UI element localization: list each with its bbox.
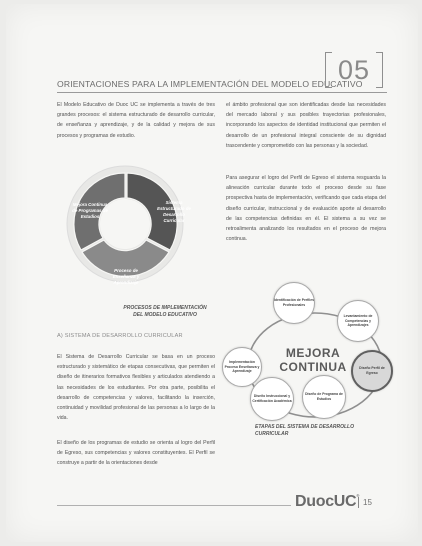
mejora-node-label: Diseño de Programa de Estudios — [305, 392, 343, 401]
mejora-node-label: Implementación Proceso Enseñanza y Aprendizaje — [224, 360, 260, 374]
duoc-uc-logo — [295, 493, 359, 511]
mejora-center-title-2: CONTINUA — [279, 360, 347, 374]
cycle-caption: PROCESOS DE IMPLEMENTACIÓN DEL MODELO EDUCATIVO — [123, 305, 207, 318]
paragraph-sistema: El Sistema de Desarrollo Curricular se basa en un proceso estructurado y sistemático de etapas consecutivas, que permiten el diseño de itinerarios formativos flexibles y articulados atendiendo a las necesidades de los estudiantes. Por otra parte, posibilita el desarrollo de competencias y valores, facilitando la inserción, continuidad y movilidad profesional de las personas a lo largo de la vida. — [57, 354, 215, 422]
mejora-node-label: Identificación de Perfiles Profesionales — [274, 298, 314, 307]
right-paragraph-1: el ámbito profesional que son identificadas desde las necesidades del mercado laboral y sus posibles trayectorias profesionales, incorporando los aspectos de identidad institucional que permiten el desarrollo de un profesional integral consciente de su dignidad trascendente y comprometido con las personas y la sociedad. — [226, 102, 386, 149]
mejora-node-implementacion — [222, 347, 262, 387]
footer-rule — [57, 505, 291, 506]
mejora-node-perfiles-profesionales — [273, 282, 315, 324]
subheading-desarrollo-curricular: A) SISTEMA DE DESARROLLO CURRICULAR — [57, 333, 183, 339]
cycle-label-mejora: Mejora Continua de Programas de Estudios — [72, 202, 108, 219]
mejora-node-label: Levantamiento de Competencias y Aprendizajes — [343, 314, 373, 328]
paragraph-diseno-programas: El diseño de los programas de estudio se orienta al logro del Perfil de Egreso, sus competencias y valores constituyentes. El Perfil se construye a partir de la orientaciones desde — [57, 440, 215, 467]
intro-paragraph: El Modelo Educativo de Duoc UC se implementa a través de tres grandes procesos: el sistema estructurado de desarrollo curricular, de enseñanza y aprendizaje, y de la calidad y mejora de sus procesos y programas de estudio. — [57, 102, 215, 139]
cycle-label-proceso: Proceso de Enseñanza y Aprendizaje — [112, 268, 140, 285]
logo-text: DuocUC — [295, 493, 357, 510]
mejora-center-title-1: MEJORA — [285, 346, 341, 360]
page-number: 15 — [358, 497, 372, 508]
right-paragraph-2: Para asegurar el logro del Perfil de Egreso el sistema resguarda la alineación curricular durante todo el proceso desde su fase prospectiva hasta de implementación, verificando que cada etapa del diseño curricular, instruccional y de evaluación aporte al desarrollo de las competencias definidas en él. El sistema a su vez se retroalimenta analizando los resultados en el proceso de mejora continua. — [226, 175, 386, 243]
cycle-label-sistema: Sistema Estructurado de Desarrollo Curricular — [157, 200, 191, 223]
section-number-box — [325, 52, 383, 88]
section-number: 05 — [337, 55, 371, 85]
mejora-node-label: Diseño Perfil de Egreso — [359, 366, 385, 375]
mejora-node-perfil-egreso — [351, 350, 393, 392]
section-heading: ORIENTACIONES PARA LA IMPLEMENTACIÓN DEL MODELO EDUCATIVO — [57, 79, 363, 89]
mejora-node-levantamiento — [337, 300, 379, 342]
bracket-right — [376, 52, 383, 88]
mejora-node-diseno-instruccional — [250, 377, 294, 421]
heading-rule — [57, 92, 387, 93]
mejora-caption: ETAPAS DEL SISTEMA DE DESARROLLO CURRICULAR — [255, 424, 354, 437]
mejora-node-programa-estudios — [302, 375, 346, 419]
bracket-left — [325, 52, 332, 88]
logo-registered-mark: ® — [356, 493, 359, 498]
mejora-node-label: Diseño Instruccional y Certificación Académica — [252, 394, 292, 403]
